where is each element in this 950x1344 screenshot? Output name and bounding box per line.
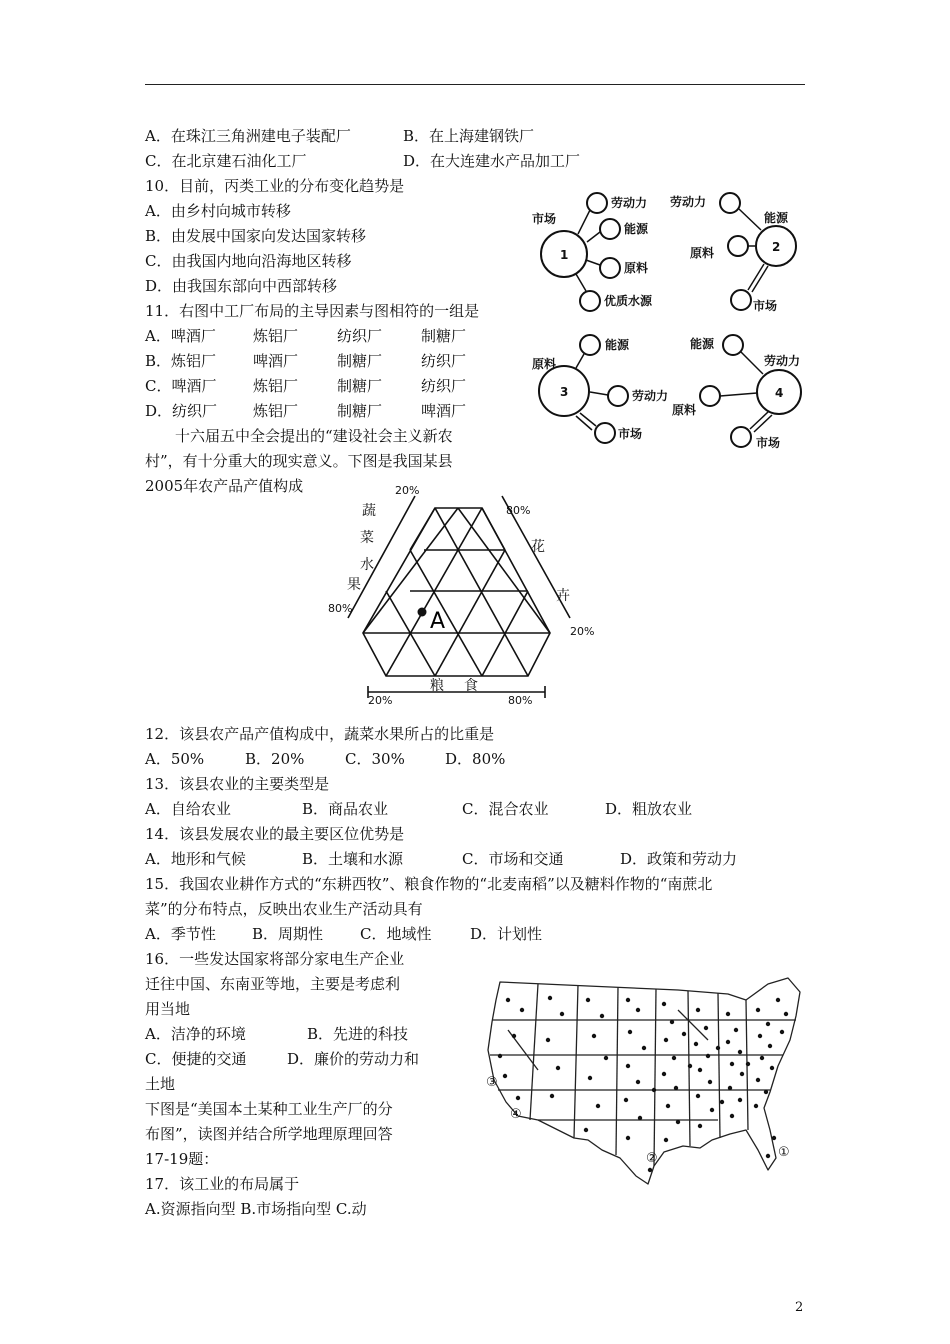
d2-labor-label: 劳动力 [670,195,707,209]
q11-a-3: 纺织厂 [337,327,383,345]
d1-water-label: 优质水源 [604,294,653,308]
d1-energy-label: 能源 [624,222,649,236]
q11-d-3: 制糖厂 [337,402,383,420]
q10-option-d: D．由我国东部向中西部转移 [145,277,338,295]
q14-option-a: A．地形和气候 [145,850,246,868]
q13-stem: 13．该县农业的主要类型是 [145,775,330,793]
d3-raw-label: 原料 [532,357,557,371]
d1-center-label: 1 [560,248,569,262]
d2-market-label: 市场 [753,299,778,313]
top-left-pct: 20% [395,484,420,497]
q13-option-d: D．粗放农业 [605,800,693,818]
q11-stem: 11．右图中工厂布局的主导因素与图相符的一组是 [145,302,480,320]
q13-option-b: B．商品农业 [302,800,389,818]
q14-stem: 14．该县发展农业的最主要区位优势是 [145,825,405,843]
q16-line-3: 用当地 [145,1000,191,1018]
q11-a-1: A．啤酒厂 [145,327,216,345]
intro-line-2: 村”，有十分重大的现实意义。下图是我国某县 [145,452,453,470]
q17-options: A.资源指向型 B.市场指向型 C.动 [145,1200,367,1218]
d4-labor-label: 劳动力 [764,354,801,368]
left-label-2: 菜 [360,530,374,546]
ternary-structure-diagram [320,478,610,713]
d1-market-label: 市场 [532,212,557,226]
map-intro-line-3: 17-19题： [145,1150,219,1168]
q13-option-c: C．混合农业 [462,800,549,818]
q16-option-a: A．洁净的环境 [145,1025,246,1043]
q16-line-2: 迁往中国、东南亚等地，主要是考虑利 [145,975,401,993]
q12-option-a: A．50% [145,750,205,768]
point-a-label: A [430,609,446,634]
q16-option-d: D．廉价的劳动力和 [287,1050,420,1068]
q16-option-d-cont: 土地 [145,1075,176,1093]
q11-c-2: 炼铝厂 [253,377,299,395]
intro-line-1: 十六届五中全会提出的“建设社会主义新农 [175,427,453,445]
factory-dots [498,996,788,1172]
q15-line-2: 菜”的分布特点，反映出农业生产活动具有 [145,900,423,918]
q16-option-b: B．先进的科技 [307,1025,409,1043]
bottom-left-pct: 20% [368,694,393,707]
q9-option-a: A．在珠江三角洲建电子装配厂 [145,127,351,145]
q11-c-1: C．啤酒厂 [145,377,217,395]
q12-stem: 12．该县农产品产值构成中，蔬菜水果所占的比重是 [145,725,495,743]
q16-line-1: 16．一些发达国家将部分家电生产企业 [145,950,405,968]
map-intro-line-1: 下图是“美国本土某种工业生产厂的分 [145,1100,393,1118]
d3-energy-label: 能源 [605,338,630,352]
q14-option-b: B．土壤和水源 [302,850,404,868]
left-label-1: 蔬 [362,503,376,519]
q11-d-4: 啤酒厂 [421,402,467,420]
q11-d-2: 炼铝厂 [253,402,299,420]
map-marker-1: ① [778,1145,790,1160]
q16-option-c: C．便捷的交通 [145,1050,247,1068]
bottom-label-2: 食 [464,678,478,694]
q12-option-d: D．80% [445,750,506,768]
q15-line-1: 15．我国农业耕作方式的“东耕西牧”、粮食作物的“北麦南稻”以及糖料作物的“南蔗北 [145,875,713,893]
d2-center-label: 2 [772,240,781,254]
factory-location-diagram [520,180,820,460]
q15-option-c: C．地域性 [360,925,432,943]
d3-center-label: 3 [560,385,569,399]
q10-option-c: C．由我国内地向沿海地区转移 [145,252,352,270]
q11-d-1: D．纺织厂 [145,402,218,420]
d2-energy-label: 能源 [764,211,789,225]
q11-c-3: 制糖厂 [337,377,383,395]
bottom-label-1: 粮 [430,678,444,694]
q11-c-4: 纺织厂 [421,377,467,395]
q11-a-4: 制糖厂 [421,327,467,345]
map-marker-2: ② [646,1151,658,1166]
intro-line-3: 2005年农产品产值构成 [145,477,304,495]
q11-b-3: 制糖厂 [337,352,383,370]
d3-labor-label: 劳动力 [632,389,669,403]
d4-center-label: 4 [775,386,784,400]
q11-a-2: 炼铝厂 [253,327,299,345]
d4-raw-label: 原料 [672,403,697,417]
d4-energy-label: 能源 [690,337,715,351]
q17-stem: 17．该工业的布局属于 [145,1175,300,1193]
right-pct: 20% [570,625,595,638]
q10-option-b: B．由发展中国家向发达国家转移 [145,227,367,245]
q15-option-a: A．季节性 [145,925,216,943]
q11-b-4: 纺织厂 [421,352,467,370]
q15-option-d: D．计划性 [470,925,543,943]
q9-option-d: D．在大连建水产品加工厂 [403,152,581,170]
right-label-1: 花 [531,539,545,555]
bottom-right-pct: 80% [508,694,533,707]
q14-option-c: C．市场和交通 [462,850,564,868]
q13-option-a: A．自给农业 [145,800,231,818]
q11-b-2: 啤酒厂 [253,352,299,370]
left-pct: 80% [328,602,353,615]
q10-stem: 10．目前，丙类工业的分布变化趋势是 [145,177,405,195]
q12-option-b: B．20% [245,750,305,768]
q9-option-c: C．在北京建石油化工厂 [145,152,307,170]
page-number: 2 [795,1300,804,1315]
d4-market-label: 市场 [756,436,781,450]
point-a-marker [418,608,427,617]
d2-raw-label: 原料 [690,246,715,260]
map-intro-line-2: 布图”，读图并结合所学地理原理回答 [145,1125,393,1143]
top-right-pct: 80% [506,504,531,517]
left-label-4: 果 [347,577,361,593]
q10-option-a: A．由乡村向城市转移 [145,202,291,220]
us-factory-map [478,970,813,1200]
q11-b-1: B．炼铝厂 [145,352,217,370]
d3-market-label: 市场 [618,427,643,441]
map-marker-3: ③ [486,1075,498,1090]
q14-option-d: D．政策和劳动力 [620,850,738,868]
right-label-2: 卉 [556,588,570,604]
left-label-3: 水 [360,557,374,573]
header-rule [145,84,805,85]
d1-labor-label: 劳动力 [611,196,648,210]
q15-option-b: B．周期性 [252,925,324,943]
d1-raw-label: 原料 [624,261,649,275]
us-outline [488,978,800,1184]
map-marker-4: ④ [510,1107,522,1122]
q9-option-b: B．在上海建钢铁厂 [403,127,535,145]
q12-option-c: C．30% [345,750,405,768]
